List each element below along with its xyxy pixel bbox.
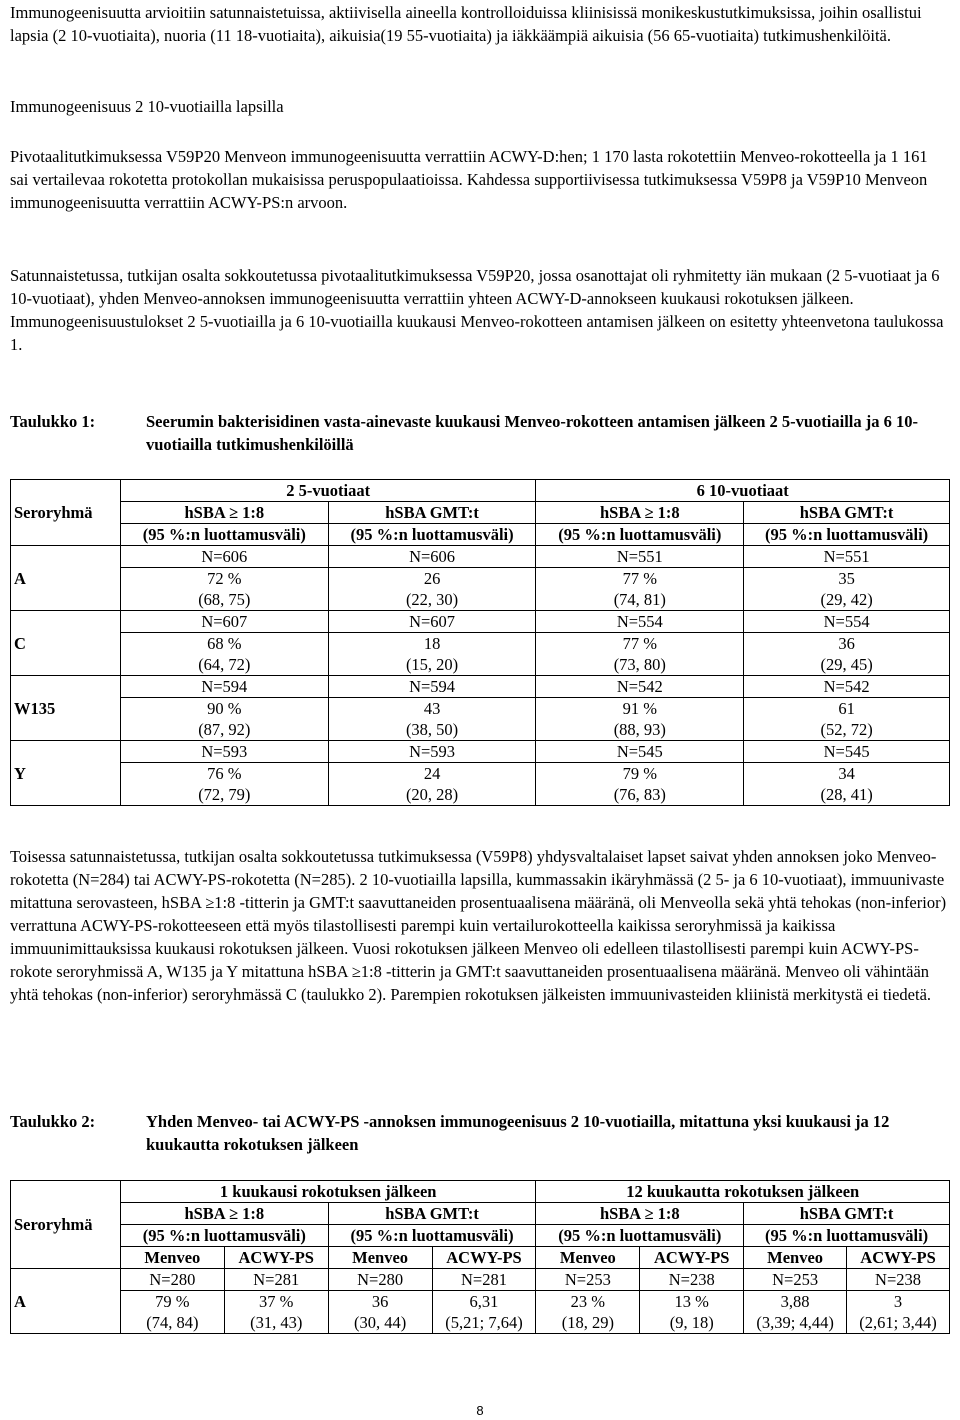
cell-ci: (72, 79) bbox=[198, 785, 251, 804]
cell-ci: (88, 93) bbox=[613, 720, 666, 739]
table2-col-ci: (95 %:n luottamusväli) bbox=[536, 1225, 744, 1247]
table1-n-cell: N=551 bbox=[536, 546, 744, 568]
cell-value: 77 % bbox=[622, 634, 657, 653]
cell-ci: (31, 43) bbox=[250, 1313, 303, 1332]
table1-n-cell: N=593 bbox=[120, 741, 328, 763]
table2-value-cell bbox=[847, 1291, 950, 1334]
cell-ci: (73, 80) bbox=[613, 655, 666, 674]
table1-col-gmt: hSBA GMT:t bbox=[328, 502, 536, 524]
table1-value-cell bbox=[744, 568, 950, 611]
table1-n-cell: N=594 bbox=[328, 676, 536, 698]
cell-ci: (74, 81) bbox=[613, 590, 666, 609]
intro-paragraph: Immunogeenisuutta arvioitiin satunnaistetuissa, aktiivisella aineella kontrolloiduissa kliinisissä monikeskustutkimuksissa, joihin osallistui lapsia (2 10-vuotiaita), nuoria (11 18-vuotiaita), aikuisia(19 55-vuotiaita) ja iäkkäämpiä aikuisia (56 65-vuotiaita) tutkimushenkilöitä. bbox=[10, 3, 922, 45]
table2-n-cell: N=281 bbox=[224, 1269, 328, 1291]
cell-value: 77 % bbox=[622, 569, 657, 588]
cell-ci: (76, 83) bbox=[613, 785, 666, 804]
cell-value: 36 bbox=[371, 1292, 389, 1311]
table2-col-ci: (95 %:n luottamusväli) bbox=[328, 1225, 536, 1247]
table1-value-cell bbox=[120, 763, 328, 806]
table1-n-cell: N=607 bbox=[120, 611, 328, 633]
table1-col-ci: (95 %:n luottamusväli) bbox=[744, 524, 950, 546]
table1-value-cell bbox=[536, 633, 744, 676]
table1-group-name: Y bbox=[11, 741, 121, 806]
table1-age1-header: 2 5-vuotiaat bbox=[120, 480, 536, 502]
cell-value: 37 % bbox=[259, 1292, 294, 1311]
table2-group-header: Seroryhmä bbox=[11, 1181, 121, 1269]
cell-value: 72 % bbox=[207, 569, 242, 588]
cell-ci: (87, 92) bbox=[198, 720, 251, 739]
table1-value-cell bbox=[328, 698, 536, 741]
cell-value: 6,31 bbox=[469, 1292, 499, 1311]
table2-group-name: A bbox=[11, 1269, 121, 1334]
table2-n-cell: N=253 bbox=[536, 1269, 640, 1291]
table1-group-name: A bbox=[11, 546, 121, 611]
table1-n-cell: N=594 bbox=[120, 676, 328, 698]
table1-n-cell: N=545 bbox=[536, 741, 744, 763]
cell-value: 18 bbox=[423, 634, 441, 653]
table2-col-ci: (95 %:n luottamusväli) bbox=[120, 1225, 328, 1247]
cell-value: 3,88 bbox=[780, 1292, 810, 1311]
table1-n-cell: N=545 bbox=[744, 741, 950, 763]
table1-value-cell bbox=[328, 633, 536, 676]
table1-n-cell: N=551 bbox=[744, 546, 950, 568]
table1-col-hsba: hSBA ≥ 1:8 bbox=[536, 502, 744, 524]
table1-n-cell: N=554 bbox=[744, 611, 950, 633]
cell-ci: (38, 50) bbox=[405, 720, 459, 739]
table2 bbox=[10, 1180, 950, 1334]
table1-col-ci: (95 %:n luottamusväli) bbox=[536, 524, 744, 546]
cell-value: 90 % bbox=[207, 699, 242, 718]
cell-ci: (15, 20) bbox=[405, 655, 459, 674]
table1-n-cell: N=606 bbox=[120, 546, 328, 568]
table2-value-cell bbox=[640, 1291, 744, 1334]
table2-col-gmt: hSBA GMT:t bbox=[328, 1203, 536, 1225]
table1-value-cell bbox=[120, 568, 328, 611]
cell-ci: (52, 72) bbox=[820, 720, 873, 739]
table2-vaccine-header: Menveo bbox=[744, 1247, 847, 1269]
cell-ci: (29, 45) bbox=[820, 655, 873, 674]
page-number: 8 bbox=[476, 1403, 484, 1418]
table2-n-cell: N=238 bbox=[847, 1269, 950, 1291]
cell-ci: (20, 28) bbox=[405, 785, 459, 804]
table1-value-cell bbox=[744, 763, 950, 806]
table1-n-cell: N=554 bbox=[536, 611, 744, 633]
cell-value: 24 bbox=[423, 764, 441, 783]
table1-age2-header: 6 10-vuotiaat bbox=[536, 480, 950, 502]
table2-title: Yhden Menveo- tai ACWY-PS -annoksen immunogeenisuus 2 10-vuotiailla, mitattuna yksi kuukausi ja 12 kuukautta rokotuksen jälkeen bbox=[146, 1112, 890, 1154]
cell-value: 79 % bbox=[155, 1292, 190, 1311]
table1-n-cell: N=542 bbox=[536, 676, 744, 698]
table2-n-cell: N=281 bbox=[432, 1269, 536, 1291]
cell-ci: (68, 75) bbox=[198, 590, 251, 609]
paragraph-pivotal-study: Pivotaalitutkimuksessa V59P20 Menveon immunogeenisuutta verrattiin ACWY-D:hen; 1 170 lasta rokotettiin Menveo-rokotteella ja 1 161 sai vertailevaa rokotetta protokollan mukaisissa peruspopulaatioissa. Kahdessa supportiivisessa tutkimuksessa V59P8 ja V59P10 Menveon immunogeenisuutta verrattiin ACWY-PS:n arvoon. bbox=[10, 147, 928, 212]
table2-period2-header: 12 kuukautta rokotuksen jälkeen bbox=[536, 1181, 950, 1203]
cell-value: 76 % bbox=[207, 764, 242, 783]
cell-value: 26 bbox=[423, 569, 441, 588]
cell-ci: (22, 30) bbox=[405, 590, 459, 609]
cell-value: 23 % bbox=[570, 1292, 606, 1311]
table2-col-hsba: hSBA ≥ 1:8 bbox=[120, 1203, 328, 1225]
table1-group-header: Seroryhmä bbox=[11, 480, 121, 546]
table2-col-hsba: hSBA ≥ 1:8 bbox=[536, 1203, 744, 1225]
table1-title: Seerumin bakterisidinen vasta-ainevaste kuukausi Menveo-rokotteen antamisen jälkeen 2 5-vuotiailla ja 6 10-vuotiailla tutkimushenkilöillä bbox=[146, 412, 918, 454]
table2-label: Taulukko 2: bbox=[10, 1112, 96, 1131]
table2-vaccine-header: ACWY-PS bbox=[847, 1247, 950, 1269]
cell-ci: (30, 44) bbox=[353, 1313, 407, 1332]
table1-n-cell: N=593 bbox=[328, 741, 536, 763]
table2-vaccine-header: ACWY-PS bbox=[640, 1247, 744, 1269]
table1-col-ci: (95 %:n luottamusväli) bbox=[120, 524, 328, 546]
cell-value: 13 % bbox=[674, 1292, 709, 1311]
table2-col-ci: (95 %:n luottamusväli) bbox=[744, 1225, 950, 1247]
table1-value-cell bbox=[744, 633, 950, 676]
table1-col-ci: (95 %:n luottamusväli) bbox=[328, 524, 536, 546]
table2-value-cell bbox=[432, 1291, 536, 1334]
table2-n-cell: N=238 bbox=[640, 1269, 744, 1291]
cell-value: 3 bbox=[893, 1292, 903, 1311]
table2-n-cell: N=280 bbox=[120, 1269, 224, 1291]
table2-value-cell bbox=[224, 1291, 328, 1334]
paragraph-v59p20: Satunnaistetussa, tutkijan osalta sokkoutetussa pivotaalitutkimuksessa V59P20, jossa osanottajat oli ryhmitetty iän mukaan (2 5-vuotiaat ja 6 10-vuotiaat), yhden Menveo-annoksen immunogeenisuutta verrattiin yhteen ACWY-D-annokseen kuukausi rokotuksen jälkeen. Immunogeenisuustulokset 2 5-vuotiailla ja 6 10-vuotiailla kuukausi Menveo-rokotteen antamisen jälkeen on esitetty yhteenvetona taulukossa 1. bbox=[10, 266, 944, 354]
table1-col-gmt: hSBA GMT:t bbox=[744, 502, 950, 524]
table1-value-cell bbox=[328, 763, 536, 806]
paragraph-v59p8: Toisessa satunnaistetussa, tutkijan osalta sokkoutetussa tutkimuksessa (V59P8) yhdysvaltalaiset lapset saivat yhden annoksen joko Menveo-rokotetta (N=284) tai ACWY-PS-rokotetta (N=285). 2 10-vuotiailla lapsilla, kummassakin ikäryhmässä (2 5- ja 6 10-vuotiaat), immuunivaste mitattuna serovasteen, hSBA ≥1:8 -titterin ja GMT:t saavuttaneiden prosentuaalisena määränä, oli Menveolla sekä yhtä tehokas (non-inferior) verrattuna ACWY-PS-rokotteeseen että myös tilastollisesti parempi kuin vertailurokotteella kaikissa seroryhmissä ja kaikissa immuunimittauksissa kuukausi rokotuksen jälkeen. Vuosi rokotuksen jälkeen Menveo oli edelleen tilastollisesti parempi kuin ACWY-PS-rokote seroryhmissä A, W135 ja Y mitattuna hSBA ≥1:8 -titterin ja GMT:t saavuttaneiden prosentuaalisena määränä. Menveo oli vähintään yhtä tehokas (non-inferior) seroryhmässä C (taulukko 2). Parempien rokotuksen jälkeisten immuunivasteiden kliinistä merkitystä ei tiedetä. bbox=[10, 847, 947, 1004]
table1-value-cell bbox=[536, 568, 744, 611]
table2-vaccine-header: Menveo bbox=[328, 1247, 432, 1269]
table1-value-cell bbox=[536, 763, 744, 806]
table2-vaccine-header: ACWY-PS bbox=[224, 1247, 328, 1269]
cell-value: 79 % bbox=[622, 764, 657, 783]
cell-ci: (3,39; 4,44) bbox=[756, 1313, 834, 1332]
table2-value-cell bbox=[536, 1291, 640, 1334]
table2-value-cell bbox=[328, 1291, 432, 1334]
cell-ci: (64, 72) bbox=[198, 655, 251, 674]
cell-ci: (5,21; 7,64) bbox=[445, 1313, 523, 1332]
table2-vaccine-header: Menveo bbox=[120, 1247, 224, 1269]
table1-value-cell bbox=[536, 698, 744, 741]
table2-col-gmt: hSBA GMT:t bbox=[744, 1203, 950, 1225]
table2-vaccine-header: ACWY-PS bbox=[432, 1247, 536, 1269]
section-subheading: Immunogeenisuus 2 10-vuotiailla lapsilla bbox=[10, 97, 284, 116]
table1-group-name: W135 bbox=[11, 676, 121, 741]
table2-vaccine-header: Menveo bbox=[536, 1247, 640, 1269]
table2-n-cell: N=280 bbox=[328, 1269, 432, 1291]
table1-value-cell bbox=[328, 568, 536, 611]
table1-value-cell bbox=[744, 698, 950, 741]
table2-n-cell: N=253 bbox=[744, 1269, 847, 1291]
cell-value: 35 bbox=[838, 569, 855, 588]
table1-group-name: C bbox=[11, 611, 121, 676]
table1-value-cell bbox=[120, 698, 328, 741]
table1-col-hsba: hSBA ≥ 1:8 bbox=[120, 502, 328, 524]
cell-value: 68 % bbox=[207, 634, 242, 653]
cell-ci: (2,61; 3,44) bbox=[859, 1313, 937, 1332]
table2-period1-header: 1 kuukausi rokotuksen jälkeen bbox=[120, 1181, 536, 1203]
table1-n-cell: N=542 bbox=[744, 676, 950, 698]
cell-value: 34 bbox=[838, 764, 855, 783]
cell-value: 61 bbox=[838, 699, 855, 718]
table2-value-cell bbox=[120, 1291, 224, 1334]
table2-value-cell bbox=[744, 1291, 847, 1334]
cell-ci: (29, 42) bbox=[820, 590, 873, 609]
cell-value: 91 % bbox=[622, 699, 657, 718]
table1-n-cell: N=607 bbox=[328, 611, 536, 633]
table1 bbox=[10, 479, 950, 806]
cell-ci: (9, 18) bbox=[669, 1313, 714, 1332]
table1-value-cell bbox=[120, 633, 328, 676]
cell-ci: (28, 41) bbox=[820, 785, 873, 804]
cell-value: 43 bbox=[423, 699, 441, 718]
cell-value: 36 bbox=[838, 634, 855, 653]
cell-ci: (74, 84) bbox=[146, 1313, 199, 1332]
table1-label: Taulukko 1: bbox=[10, 412, 96, 431]
cell-ci: (18, 29) bbox=[561, 1313, 614, 1332]
table1-n-cell: N=606 bbox=[328, 546, 536, 568]
